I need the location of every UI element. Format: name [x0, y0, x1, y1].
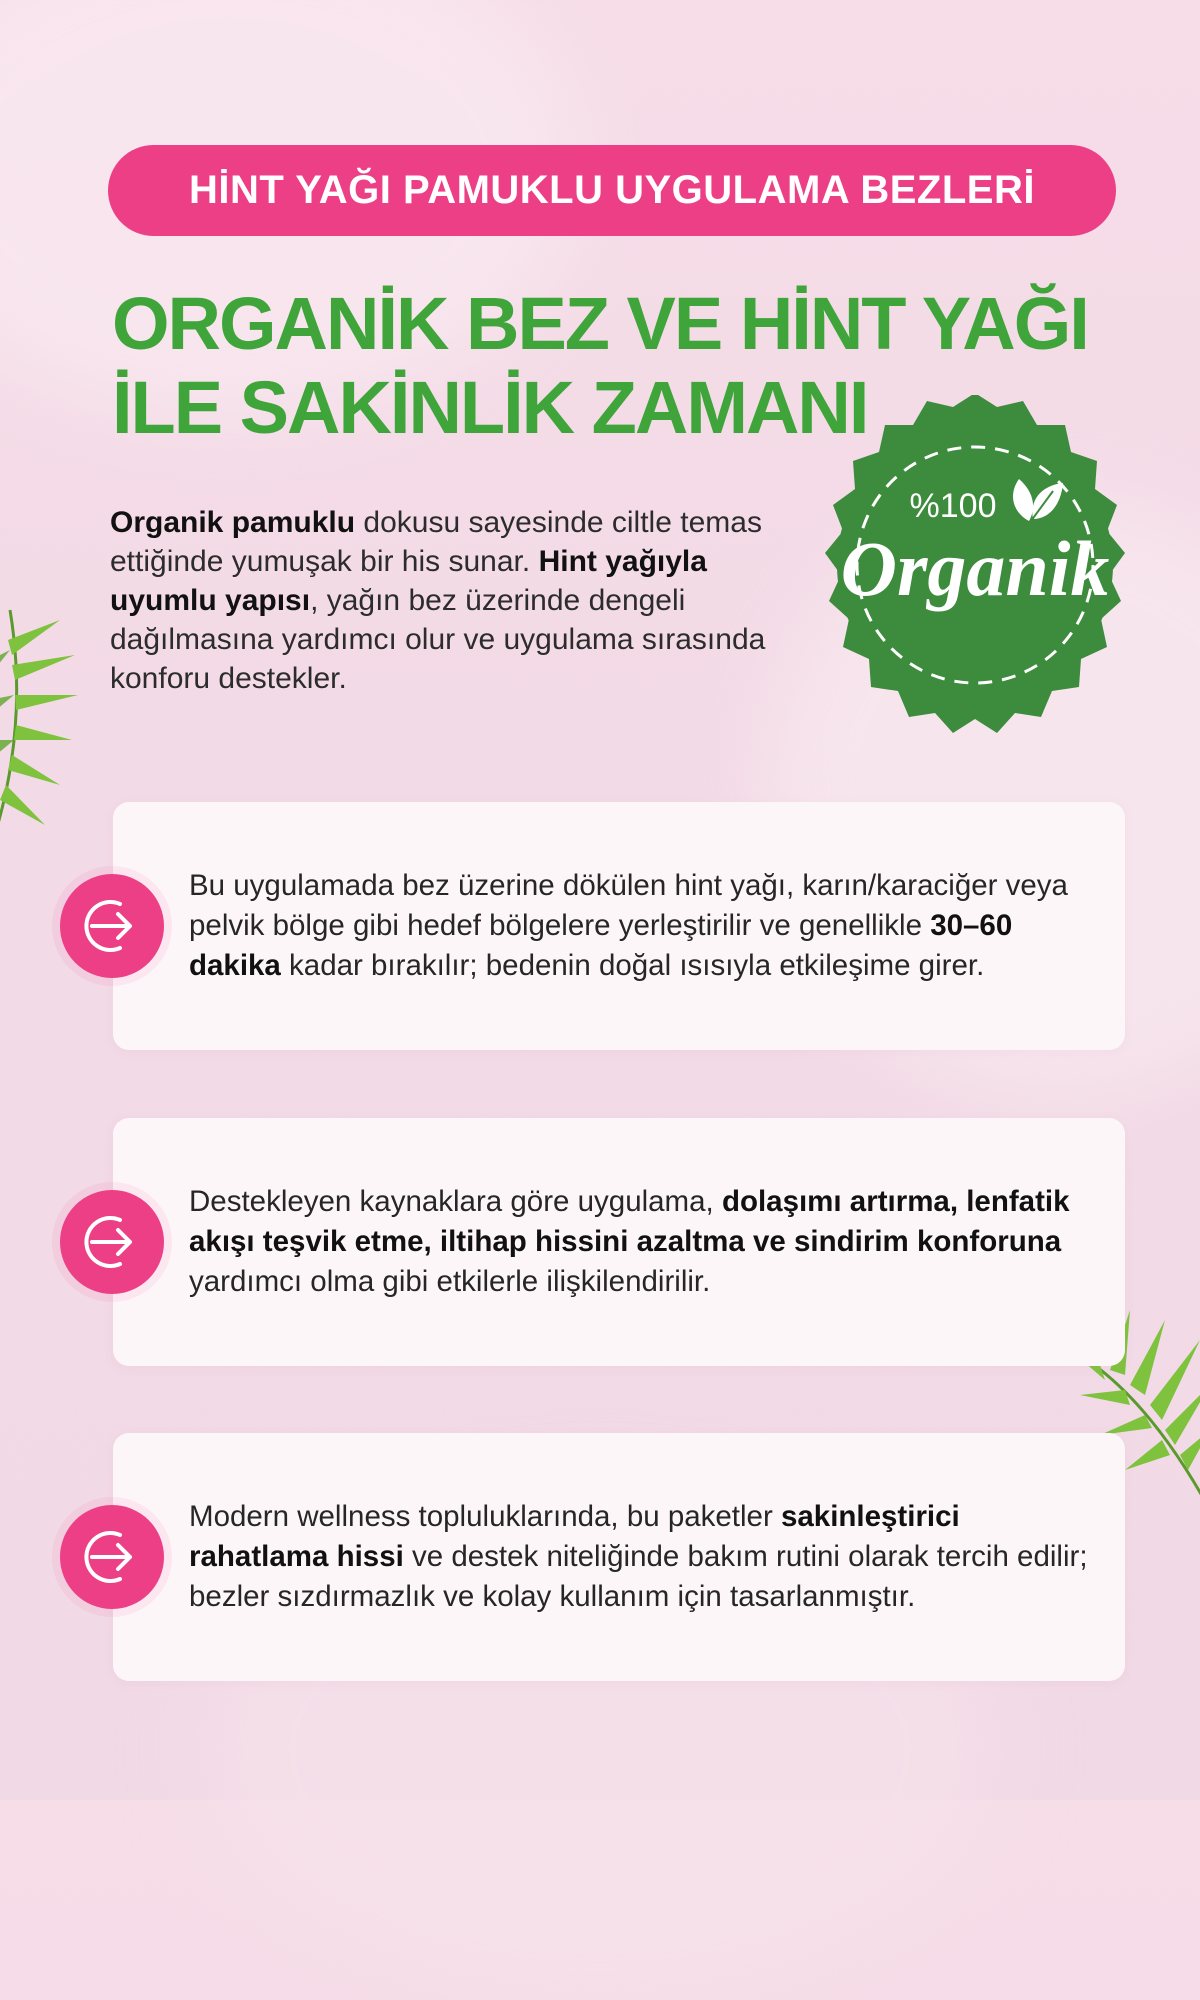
card-text: [189, 1182, 1095, 1302]
card-text-part: ve destek niteliğinde bakım rutini olarak tercih edilir; bezler sızdırmazlık ve kolay kullanım için tasarlanmıştır.: [189, 1540, 1088, 1613]
headline-line-1: ORGANİK BEZ VE HİNT YAĞI: [112, 282, 1088, 365]
card-text-part: Bu uygulamada bez üzerine dökülen hint yağı, karın/karaciğer veya pelvik bölge gibi hedef bölgelere yerleştirilir ve genellikle: [189, 869, 1068, 942]
card-text-bold: 30–60 dakika: [189, 909, 1013, 982]
title-banner: HİNT YAĞI PAMUKLU UYGULAMA BEZLERİ: [108, 145, 1116, 236]
intro-bold-2: Hint yağıyla uyumlu yapısı: [110, 545, 707, 617]
info-card: [113, 1433, 1125, 1681]
intro-paragraph: [110, 503, 790, 698]
card-text-part: Destekleyen kaynaklara göre uygulama,: [189, 1185, 722, 1218]
info-card: [113, 802, 1125, 1050]
card-text: [189, 1497, 1095, 1617]
arrow-right-icon: [60, 874, 164, 978]
organic-seal-badge: [795, 395, 1155, 735]
card-text-part: Modern wellness topluluklarında, bu paketler: [189, 1500, 781, 1533]
intro-text-1: dokusu sayesinde ciltle temas ettiğinde yumuşak bir his sunar.: [110, 506, 762, 578]
card-text-bold: sakinleştirici rahatlama hissi: [189, 1500, 960, 1573]
palm-leaf-left-decoration: [0, 600, 80, 860]
card-text: [189, 866, 1095, 986]
card-text-bold: dolaşımı artırma, lenfatik akışı teşvik etme, iltihap hissini azaltma ve sindirim konforuna: [189, 1185, 1070, 1258]
seal-organic-text: Organik: [840, 525, 1110, 612]
intro-text-2: , yağın bez üzerinde dengeli dağılmasına yardımcı olur ve uygulama sırasında konforu destekler.: [110, 584, 766, 695]
seal-percent-text: %100: [909, 487, 997, 525]
headline-line-2: İLE SAKİNLİK ZAMANI: [112, 366, 868, 449]
card-text-part: yardımcı olma gibi etkilerle ilişkilendirilir.: [189, 1265, 711, 1298]
info-card: [113, 1118, 1125, 1366]
arrow-right-icon: [60, 1505, 164, 1609]
intro-bold-1: Organik pamuklu: [110, 506, 356, 539]
card-text-part: kadar bırakılır; bedenin doğal ısısıyla etkileşime girer.: [280, 949, 985, 982]
arrow-right-icon: [60, 1190, 164, 1294]
